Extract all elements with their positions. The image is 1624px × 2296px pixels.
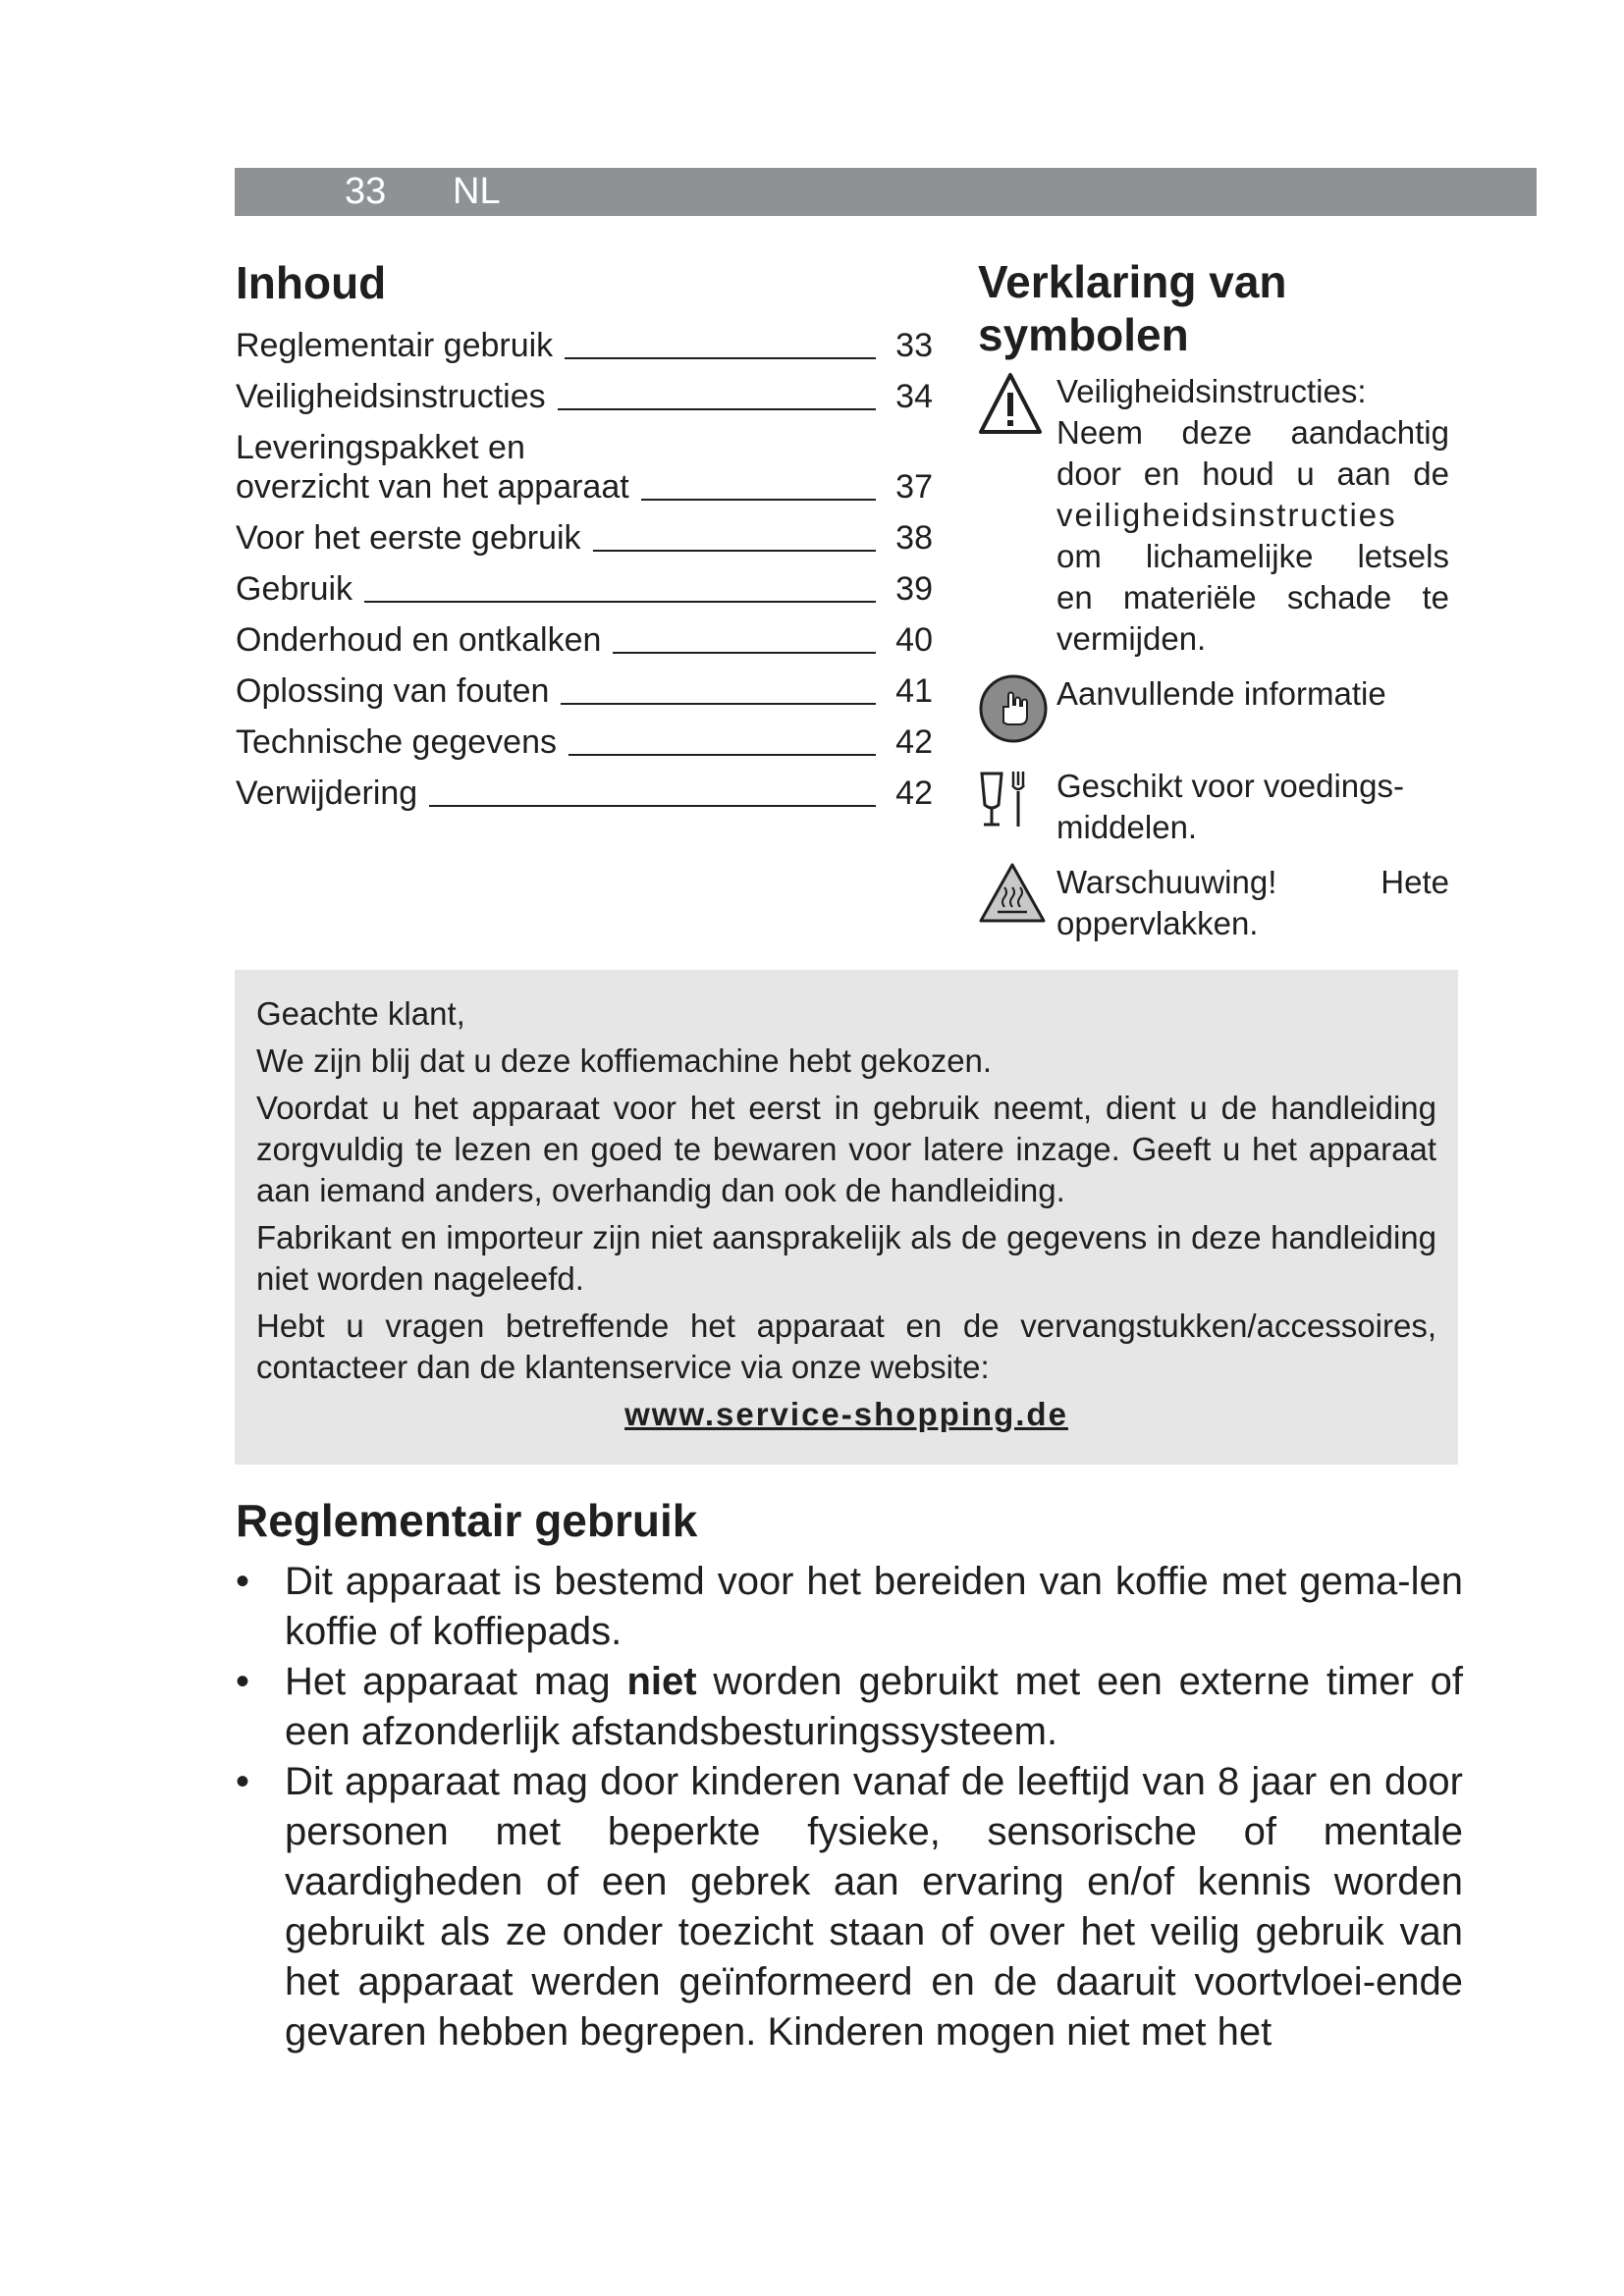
toc-item[interactable] <box>236 774 933 813</box>
symbol-text-line: om lichamelijke letsels <box>1056 538 1449 574</box>
service-website-link[interactable]: www.service-shopping.de <box>624 1396 1068 1432</box>
symbol-text-line: Neem deze aandachtig <box>1056 414 1449 451</box>
warning-triangle-icon <box>978 371 1056 450</box>
symbol-text-line: vermijden. <box>1056 620 1207 657</box>
usage-bullet-list <box>236 1557 1463 2057</box>
toc-item[interactable] <box>236 326 933 365</box>
toc-item-label: Reglementair gebruik <box>236 327 554 364</box>
notice-paragraph: Voordat u het apparaat voor het eerst in gebruik neemt, dient u de handleiding zorgvuldig te lezen en goed te bewaren voor latere inzage. Geeft u het apparaat aan iemand anders, overhandig dan ook de handleiding. <box>256 1090 1436 1208</box>
toc-item-page: 34 <box>895 378 933 415</box>
toc-item-label: Voor het eerste gebruik <box>236 519 581 557</box>
symbols-title-line2: symbolen <box>978 309 1189 360</box>
toc-item-page: 42 <box>895 723 933 761</box>
list-item <box>236 1757 1463 2057</box>
toc-item-label <box>236 428 629 507</box>
notice-paragraph: Fabrikant en importeur zijn niet aansprakelijk als de gegevens in deze handleiding niet worden nageleefd. <box>256 1219 1436 1297</box>
symbol-text-line: Aanvullende informatie <box>1056 675 1386 712</box>
intended-use-section <box>236 1492 1463 2057</box>
toc-item[interactable] <box>236 377 933 416</box>
bullet-marker: • <box>236 1660 250 1703</box>
symbol-text-line: oppervlakken. <box>1056 905 1259 941</box>
list-item-text: Dit apparaat is bestemd voor het bereiden van koffie met gema-len koffie of koffiepads. <box>285 1560 1463 1653</box>
info-hand-icon <box>978 673 1056 752</box>
symbol-text-line: Warschuuwing! Hete <box>1056 864 1449 900</box>
symbol-text-line: door en houd u aan de <box>1056 455 1449 492</box>
page-header-bar <box>235 168 1537 216</box>
toc-item[interactable] <box>236 671 933 711</box>
language-code: NL <box>453 171 501 212</box>
list-item-text-emphasis: niet <box>626 1660 697 1703</box>
symbol-text-line: Geschikt voor voedings- <box>1056 768 1404 804</box>
notice-paragraph: Hebt u vragen betreffende het apparaat en de vervangstukken/accessoires, contacteer dan de klantenservice via onze website: <box>256 1308 1436 1385</box>
toc-item-label: Gebruik <box>236 570 353 608</box>
toc-item[interactable] <box>236 722 933 762</box>
toc-leader-line <box>613 652 876 654</box>
section-title: Reglementair gebruik <box>236 1495 698 1546</box>
hot-surface-icon <box>978 862 1056 940</box>
notice-greeting: Geachte klant, <box>256 995 465 1032</box>
toc-item-label: Oplossing van fouten <box>236 672 550 710</box>
toc-item-page: 40 <box>895 621 933 659</box>
symbol-description <box>1056 371 1449 660</box>
toc-item-page: 33 <box>895 327 933 364</box>
list-item <box>236 1557 1463 1657</box>
toc-item[interactable] <box>236 518 933 558</box>
toc-leader-line <box>558 408 876 410</box>
toc-item-label: Verwijdering <box>236 774 418 812</box>
toc-item[interactable] <box>236 428 933 507</box>
symbol-entry <box>978 862 1459 944</box>
toc-leader-line <box>568 754 876 756</box>
toc-leader-line <box>429 805 876 807</box>
toc-item-page: 39 <box>895 570 933 608</box>
symbols-title <box>978 255 1459 361</box>
customer-notice-box <box>235 970 1458 1465</box>
symbol-entry <box>978 673 1459 752</box>
toc-item-page: 41 <box>895 672 933 710</box>
list-item-text: Dit apparaat mag door kinderen vanaf de leeftijd van 8 jaar en door personen met beperkte fysieke, sensorische of mentale vaardigheden of een gebrek aan ervaring en/of kennis worden gebruikt als ze onder toezicht staan of over het veilig gebruik van het apparaat werden geïnformeerd en de daaruit voortvloei-ende gevaren hebben begrepen. Kinderen mogen niet met het <box>285 1760 1463 2054</box>
symbol-text-line: veiligheidsinstructies <box>1056 497 1397 533</box>
toc-item-label: Technische gegevens <box>236 723 558 761</box>
toc-item-page: 37 <box>895 468 933 506</box>
symbol-text-line: middelen. <box>1056 809 1198 845</box>
table-of-contents <box>236 255 933 825</box>
toc-item-label: Veiligheidsinstructies <box>236 378 546 415</box>
toc-item[interactable] <box>236 569 933 609</box>
bullet-marker: • <box>236 1560 250 1603</box>
food-safe-icon <box>978 766 1056 844</box>
toc-item-label-line2: overzicht van het apparaat <box>236 468 629 506</box>
list-item-text-pre: Het apparaat mag <box>285 1660 627 1703</box>
toc-leader-line <box>561 703 876 705</box>
toc-title: Inhoud <box>236 257 387 308</box>
symbol-entry <box>978 766 1459 848</box>
symbols-legend <box>978 255 1459 958</box>
toc-item-page: 42 <box>895 774 933 812</box>
toc-item-page: 38 <box>895 519 933 557</box>
symbol-text-line: Veiligheidsinstructies: <box>1056 373 1367 409</box>
page-number: 33 <box>345 171 387 212</box>
symbol-description <box>1056 766 1449 848</box>
symbol-entry <box>978 371 1459 660</box>
list-item-text-post: worden gebruikt met een externe timer of een afzonderlijk afstandsbesturingssysteem. <box>285 1660 1463 1753</box>
toc-leader-line <box>364 601 876 603</box>
bullet-marker: • <box>236 1760 250 1803</box>
notice-paragraph: We zijn blij dat u deze koffiemachine hebt gekozen. <box>256 1042 993 1079</box>
toc-leader-line <box>641 499 876 501</box>
list-item <box>236 1657 1463 1757</box>
toc-leader-line <box>565 357 876 359</box>
toc-item[interactable] <box>236 620 933 660</box>
toc-item-label: Onderhoud en ontkalken <box>236 621 602 659</box>
toc-item-label-line1: Leveringspakket en <box>236 429 525 466</box>
symbols-title-line1: Verklaring van <box>978 256 1287 307</box>
symbol-description <box>1056 673 1449 715</box>
symbol-text-line: en materiële schade te <box>1056 579 1449 615</box>
toc-leader-line <box>593 550 876 552</box>
symbol-description <box>1056 862 1449 944</box>
